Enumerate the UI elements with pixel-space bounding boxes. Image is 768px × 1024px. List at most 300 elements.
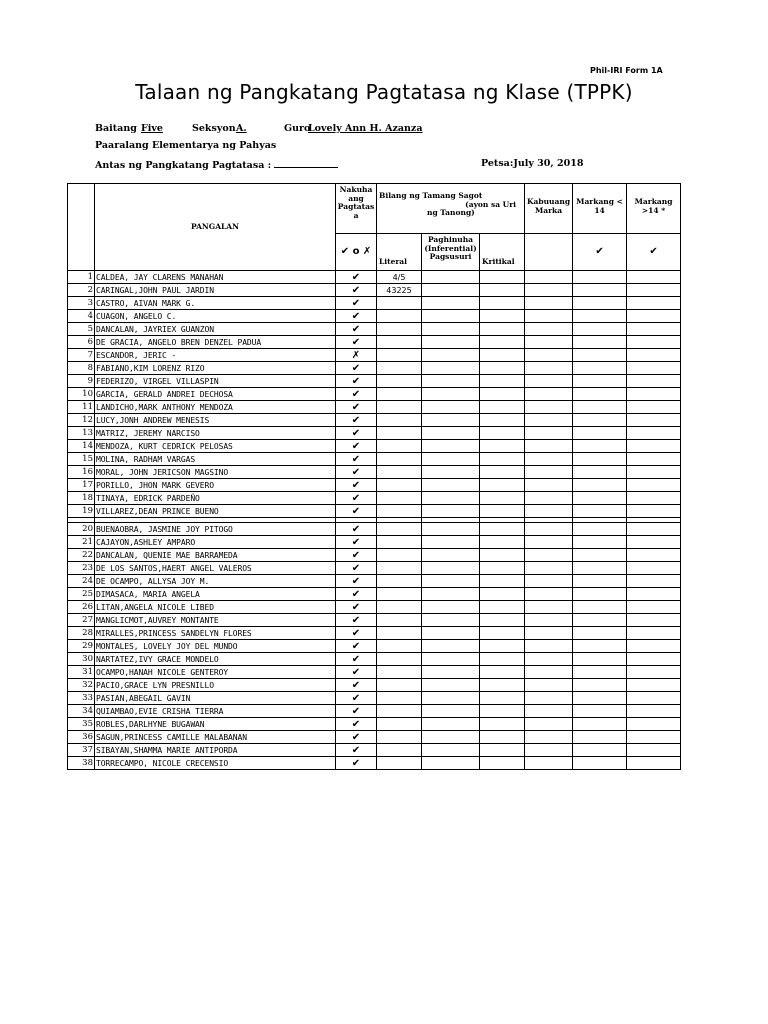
check-or-x-header: ✔ o ✗ <box>336 234 377 271</box>
total-score <box>525 653 573 666</box>
score-lt-14 <box>573 323 627 336</box>
score-lt-14 <box>573 466 627 479</box>
literal-score <box>377 336 422 349</box>
correct-answers-line2: (ayon sa Uri <box>465 199 517 209</box>
score-lt-14 <box>573 679 627 692</box>
row-number: 38 <box>68 757 95 770</box>
critical-score <box>480 731 525 744</box>
table-row <box>68 588 681 601</box>
teacher-label: Guro <box>284 123 311 134</box>
score-lt-14 <box>573 731 627 744</box>
row-number: 9 <box>68 375 95 388</box>
score-lt-14 <box>573 375 627 388</box>
score-lt-14 <box>573 549 627 562</box>
grade-label: Baitang <box>95 123 137 134</box>
score-gt-14 <box>627 627 681 640</box>
student-name: CASTRO, AIVAN MARK G. <box>95 297 336 310</box>
score-lt-14 <box>573 614 627 627</box>
total-score <box>525 323 573 336</box>
table-row <box>68 427 681 440</box>
critical-score <box>480 453 525 466</box>
student-name: LANDICHO,MARK ANTHONY MENDOZA <box>95 401 336 414</box>
row-number: 22 <box>68 549 95 562</box>
critical-header: Kritikal <box>480 234 525 271</box>
table-row <box>68 562 681 575</box>
inferential-score <box>422 323 480 336</box>
literal-score <box>377 549 422 562</box>
inferential-score <box>422 492 480 505</box>
inferential-score <box>422 640 480 653</box>
score-lt-14 <box>573 427 627 440</box>
total-score-header: Kabuuang Marka <box>525 184 573 234</box>
row-number: 14 <box>68 440 95 453</box>
row-number: 5 <box>68 323 95 336</box>
table-row <box>68 349 681 362</box>
check-icon: ✔ <box>336 679 377 692</box>
student-name: FABIANO,KIM LORENZ RIZO <box>95 362 336 375</box>
critical-score <box>480 492 525 505</box>
inferential-score <box>422 588 480 601</box>
literal-score <box>377 653 422 666</box>
score-lt-14 <box>573 297 627 310</box>
grade-value: Five <box>141 123 163 134</box>
row-number: 33 <box>68 692 95 705</box>
check-icon: ✔ <box>336 323 377 336</box>
score-lt-14 <box>573 336 627 349</box>
critical-score <box>480 549 525 562</box>
literal-score <box>377 466 422 479</box>
inferential-score <box>422 336 480 349</box>
literal-score <box>377 679 422 692</box>
literal-score <box>377 757 422 770</box>
literal-score <box>377 523 422 536</box>
literal-score <box>377 692 422 705</box>
table-row <box>68 362 681 375</box>
critical-score <box>480 336 525 349</box>
total-score <box>525 640 573 653</box>
check-icon: ✔ <box>336 653 377 666</box>
row-number: 29 <box>68 640 95 653</box>
score-lt-14 <box>573 627 627 640</box>
row-number: 37 <box>68 744 95 757</box>
score-lt-14-header: Markang < 14 <box>573 184 627 234</box>
score-gt-14 <box>627 388 681 401</box>
row-number: 17 <box>68 479 95 492</box>
row-number: 23 <box>68 562 95 575</box>
student-name: DANCALAN, QUENIE MAE BARRAMEDA <box>95 549 336 562</box>
row-number: 36 <box>68 731 95 744</box>
score-gt-14 <box>627 427 681 440</box>
score-lt-14 <box>573 666 627 679</box>
table-row <box>68 505 681 518</box>
literal-score <box>377 718 422 731</box>
lt-check-icon: ✔ <box>573 234 627 271</box>
total-score <box>525 666 573 679</box>
table-row <box>68 297 681 310</box>
row-number: 19 <box>68 505 95 518</box>
critical-score <box>480 653 525 666</box>
inferential-header: Paghinuha (Inferential) Pagsusuri <box>422 234 480 271</box>
inferential-score <box>422 401 480 414</box>
inferential-score <box>422 653 480 666</box>
score-gt-14 <box>627 453 681 466</box>
table-row <box>68 744 681 757</box>
critical-score <box>480 562 525 575</box>
total-score <box>525 362 573 375</box>
inferential-score <box>422 375 480 388</box>
score-lt-14 <box>573 523 627 536</box>
inferential-score <box>422 523 480 536</box>
check-icon: ✔ <box>336 388 377 401</box>
total-score <box>525 757 573 770</box>
date-label: Petsa: <box>481 158 514 169</box>
score-lt-14 <box>573 310 627 323</box>
total-score <box>525 523 573 536</box>
literal-score <box>377 744 422 757</box>
student-name: VILLAREZ,DEAN PRINCE BUENO <box>95 505 336 518</box>
total-score <box>525 401 573 414</box>
critical-score <box>480 310 525 323</box>
total-score <box>525 536 573 549</box>
literal-score <box>377 536 422 549</box>
score-gt-14 <box>627 692 681 705</box>
row-number: 2 <box>68 284 95 297</box>
row-number: 7 <box>68 349 95 362</box>
table-row <box>68 614 681 627</box>
critical-score <box>480 505 525 518</box>
inferential-score <box>422 718 480 731</box>
row-number: 3 <box>68 297 95 310</box>
student-name: ESCANDOR, JERIC - <box>95 349 336 362</box>
check-icon: ✔ <box>336 640 377 653</box>
score-lt-14 <box>573 588 627 601</box>
section-value: A. <box>236 123 247 134</box>
student-name: OCAMPO,HANAH NICOLE GENTEROY <box>95 666 336 679</box>
row-number: 32 <box>68 679 95 692</box>
score-lt-14 <box>573 562 627 575</box>
inferential-score <box>422 271 480 284</box>
check-icon: ✔ <box>336 375 377 388</box>
score-lt-14 <box>573 653 627 666</box>
score-lt-14 <box>573 744 627 757</box>
took-test-header: Nakuha ang Pagtatas a <box>336 184 377 234</box>
student-name: FEDERIZO, VIRGEL VILLASPIN <box>95 375 336 388</box>
table-row <box>68 310 681 323</box>
total-score <box>525 705 573 718</box>
score-gt-14 <box>627 562 681 575</box>
table-row <box>68 401 681 414</box>
table-row <box>68 466 681 479</box>
check-icon: ✔ <box>336 453 377 466</box>
total-score <box>525 505 573 518</box>
student-rows <box>68 271 681 770</box>
critical-score <box>480 536 525 549</box>
critical-score <box>480 427 525 440</box>
score-lt-14 <box>573 388 627 401</box>
score-gt-14 <box>627 401 681 414</box>
assessment-blank <box>274 158 338 168</box>
total-score-subheader <box>525 234 573 271</box>
table-row <box>68 414 681 427</box>
inferential-score <box>422 479 480 492</box>
inferential-score <box>422 427 480 440</box>
inferential-score <box>422 453 480 466</box>
check-icon: ✔ <box>336 549 377 562</box>
table-row <box>68 757 681 770</box>
literal-score <box>377 388 422 401</box>
gt-check-icon: ✔ <box>627 234 681 271</box>
check-icon: ✔ <box>336 562 377 575</box>
critical-score <box>480 523 525 536</box>
total-score <box>525 375 573 388</box>
score-gt-14 <box>627 375 681 388</box>
table-row <box>68 692 681 705</box>
table-row <box>68 479 681 492</box>
literal-score <box>377 349 422 362</box>
literal-score <box>377 297 422 310</box>
critical-score <box>480 679 525 692</box>
x-mark-icon: ✗ <box>336 349 377 362</box>
check-icon: ✔ <box>336 757 377 770</box>
score-gt-14 <box>627 640 681 653</box>
correct-answers-line1: Bilang ng Tamang Sagot <box>379 191 483 200</box>
score-gt-14 <box>627 718 681 731</box>
total-score <box>525 427 573 440</box>
check-icon: ✔ <box>336 492 377 505</box>
inferential-score <box>422 349 480 362</box>
score-gt-14 <box>627 336 681 349</box>
score-gt-14 <box>627 505 681 518</box>
score-lt-14 <box>573 362 627 375</box>
student-name: DE GRACIA, ANGELO BREN DENZEL PADUA <box>95 336 336 349</box>
check-icon: ✔ <box>336 731 377 744</box>
student-name: DIMASACA, MARIA ANGELA <box>95 588 336 601</box>
row-number: 25 <box>68 588 95 601</box>
literal-score <box>377 453 422 466</box>
table-row <box>68 453 681 466</box>
student-name: GARCIA, GERALD ANDREI DECHOSA <box>95 388 336 401</box>
score-gt-14 <box>627 440 681 453</box>
score-lt-14 <box>573 492 627 505</box>
student-name: MENDOZA, KURT CEDRICK PELOSAS <box>95 440 336 453</box>
student-name: PASIAN,ABEGAIL GAVIN <box>95 692 336 705</box>
check-icon: ✔ <box>336 466 377 479</box>
score-gt-14 <box>627 414 681 427</box>
student-name: MIRALLES,PRINCESS SANDELYN FLORES <box>95 627 336 640</box>
total-score <box>525 388 573 401</box>
score-gt-14 <box>627 549 681 562</box>
section-label: Seksyon <box>192 123 236 134</box>
score-gt-14 <box>627 323 681 336</box>
assessment-label: Antas ng Pangkatang Pagtatasa : <box>95 160 272 171</box>
table-row <box>68 640 681 653</box>
score-gt-14 <box>627 466 681 479</box>
literal-score <box>377 614 422 627</box>
critical-score <box>480 692 525 705</box>
check-icon: ✔ <box>336 479 377 492</box>
student-name: CUAGON, ANGELO C. <box>95 310 336 323</box>
score-lt-14 <box>573 349 627 362</box>
inferential-score <box>422 601 480 614</box>
student-name: LUCY,JONH ANDREW MENESIS <box>95 414 336 427</box>
inferential-score <box>422 705 480 718</box>
row-number: 30 <box>68 653 95 666</box>
inferential-score <box>422 297 480 310</box>
row-number: 21 <box>68 536 95 549</box>
score-gt-14 <box>627 284 681 297</box>
total-score <box>525 588 573 601</box>
literal-score <box>377 666 422 679</box>
score-gt-14 <box>627 614 681 627</box>
critical-score <box>480 575 525 588</box>
literal-score <box>377 401 422 414</box>
score-gt-14 <box>627 705 681 718</box>
student-name: MANGLICMOT,AUVREY MONTANTE <box>95 614 336 627</box>
critical-score <box>480 479 525 492</box>
row-number: 11 <box>68 401 95 414</box>
score-lt-14 <box>573 414 627 427</box>
table-row <box>68 323 681 336</box>
literal-score <box>377 375 422 388</box>
critical-score <box>480 614 525 627</box>
inferential-score <box>422 744 480 757</box>
score-gt-14 <box>627 575 681 588</box>
literal-score <box>377 440 422 453</box>
row-number: 26 <box>68 601 95 614</box>
score-gt-14 <box>627 588 681 601</box>
check-icon: ✔ <box>336 440 377 453</box>
critical-score <box>480 757 525 770</box>
score-lt-14 <box>573 401 627 414</box>
date <box>481 158 583 169</box>
literal-score <box>377 705 422 718</box>
critical-score <box>480 666 525 679</box>
score-gt-14 <box>627 492 681 505</box>
row-number: 15 <box>68 453 95 466</box>
student-name: DE OCAMPO, ALLYSA JOY M. <box>95 575 336 588</box>
score-gt-14 <box>627 757 681 770</box>
table-row <box>68 601 681 614</box>
form-code: Phil-IRI Form 1A <box>590 66 663 75</box>
critical-score <box>480 640 525 653</box>
literal-score <box>377 479 422 492</box>
literal-score <box>377 505 422 518</box>
total-score <box>525 479 573 492</box>
score-lt-14 <box>573 601 627 614</box>
check-icon: ✔ <box>336 271 377 284</box>
correct-answers-header <box>377 184 525 234</box>
table-row <box>68 627 681 640</box>
score-lt-14 <box>573 284 627 297</box>
check-icon: ✔ <box>336 310 377 323</box>
critical-score <box>480 744 525 757</box>
total-score <box>525 440 573 453</box>
row-number: 31 <box>68 666 95 679</box>
student-name: ROBLES,DARLHYNE BUGAWAN <box>95 718 336 731</box>
check-icon: ✔ <box>336 718 377 731</box>
table-row <box>68 336 681 349</box>
score-gt-14 <box>627 479 681 492</box>
assessment-level <box>95 158 338 171</box>
inferential-score <box>422 562 480 575</box>
critical-score <box>480 388 525 401</box>
score-gt-14 <box>627 362 681 375</box>
student-name: MOLINA, RADHAM VARGAS <box>95 453 336 466</box>
score-lt-14 <box>573 692 627 705</box>
critical-score <box>480 375 525 388</box>
row-number: 35 <box>68 718 95 731</box>
row-number: 20 <box>68 523 95 536</box>
check-icon: ✔ <box>336 336 377 349</box>
literal-score <box>377 427 422 440</box>
table-row <box>68 666 681 679</box>
table-row <box>68 705 681 718</box>
literal-score <box>377 414 422 427</box>
score-lt-14 <box>573 271 627 284</box>
literal-score <box>377 627 422 640</box>
row-number: 12 <box>68 414 95 427</box>
student-name: SIBAYAN,SHAMMA MARIE ANTIPORDA <box>95 744 336 757</box>
check-icon: ✔ <box>336 666 377 679</box>
score-gt-14 <box>627 349 681 362</box>
student-name: NARTATEZ,IVY GRACE MONDELO <box>95 653 336 666</box>
score-gt-14 <box>627 601 681 614</box>
check-icon: ✔ <box>336 744 377 757</box>
row-number: 13 <box>68 427 95 440</box>
student-name: MATRIZ, JEREMY NARCISO <box>95 427 336 440</box>
student-name: CAJAYON,ASHLEY AMPARO <box>95 536 336 549</box>
inferential-score <box>422 284 480 297</box>
inferential-score <box>422 440 480 453</box>
student-name: CARINGAL,JOHN PAUL JARDIN <box>95 284 336 297</box>
table-row <box>68 679 681 692</box>
correct-answers-line3: ng Tanong) <box>427 208 475 218</box>
literal-score: 4/5 <box>377 271 422 284</box>
student-name: TORRECAMPO, NICOLE CRECENSIO <box>95 757 336 770</box>
check-icon: ✔ <box>336 523 377 536</box>
check-icon: ✔ <box>336 692 377 705</box>
row-number: 1 <box>68 271 95 284</box>
check-icon: ✔ <box>336 362 377 375</box>
total-score <box>525 310 573 323</box>
critical-score <box>480 401 525 414</box>
row-number: 28 <box>68 627 95 640</box>
check-icon: ✔ <box>336 705 377 718</box>
row-number: 16 <box>68 466 95 479</box>
table-row <box>68 731 681 744</box>
total-score <box>525 284 573 297</box>
check-icon: ✔ <box>336 284 377 297</box>
inferential-score <box>422 549 480 562</box>
critical-score <box>480 588 525 601</box>
score-gt-14 <box>627 731 681 744</box>
literal-score <box>377 323 422 336</box>
inferential-score <box>422 414 480 427</box>
total-score <box>525 453 573 466</box>
score-gt-14 <box>627 744 681 757</box>
score-lt-14 <box>573 453 627 466</box>
total-score <box>525 692 573 705</box>
score-gt-14 <box>627 679 681 692</box>
table-row <box>68 388 681 401</box>
student-name: BUENAOBRA, JASMINE JOY PITOGO <box>95 523 336 536</box>
critical-score <box>480 705 525 718</box>
table-row <box>68 271 681 284</box>
student-name: LITAN,ANGELA NICOLE LIBED <box>95 601 336 614</box>
inferential-score <box>422 757 480 770</box>
number-header <box>68 184 95 271</box>
score-gt-14-header: Markang >14 * <box>627 184 681 234</box>
